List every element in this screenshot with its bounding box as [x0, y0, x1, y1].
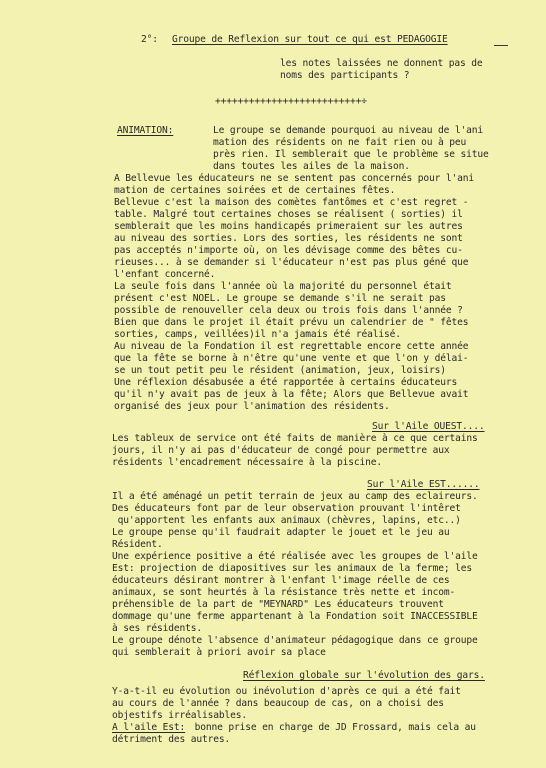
- est-line: préhensible de la part de "MEYNARD" Les éducateurs trouvent: [112, 599, 444, 610]
- animation-body-line: Une réflexion désabusée a été rapportée à certains éducateurs: [114, 377, 458, 388]
- est-line: dommage qu'une ferme appartenant à la Fondation soit INACCESSIBLE: [112, 611, 478, 622]
- est-line: éducateurs désirant montrer à l'enfant l'image réelle de ces: [112, 575, 450, 586]
- animation-label: ANIMATION:: [117, 125, 174, 136]
- separator-line: ++++++++++++++++++++++++++÷: [215, 96, 367, 107]
- est-line: Résident.: [112, 539, 163, 550]
- note-line: noms des participants ?: [280, 70, 410, 81]
- aile-est-text: bonne prise en charge de JD Frossard, mais cela au: [189, 722, 476, 733]
- animation-body-line: organisé des jeux pour l'animation des résidents.: [114, 401, 390, 412]
- est-line: Le groupe pense qu'il faudrait adapter le jouet et le jeu au: [112, 527, 450, 538]
- animation-intro-line: près rien. Il semblerait que le problème se situe: [213, 149, 489, 160]
- animation-body-line: semblerait que les moins handicapés primeraient sur les autres: [114, 221, 463, 232]
- est-line: animaux, se sont heurtés à la résistance très nette et incom-: [112, 587, 456, 598]
- ouest-line: jours, il n'y ai pas d'éducateur de congé pour permettre aux: [112, 445, 450, 456]
- animation-body-line: mation de certaines soirées et de certaines fêtes.: [114, 185, 396, 196]
- section-number: 2°:: [141, 34, 158, 45]
- section-title: Groupe de Reflexion sur tout ce qui est PEDAGOGIE: [172, 34, 448, 45]
- est-line: Des éducateurs font par de leur observation prouvant l'intêret: [112, 503, 461, 514]
- global-heading: Réflexion globale sur l'évolution des gars.: [243, 670, 485, 681]
- animation-intro-line: mation des résidents on ne fait rien ou à peu: [213, 137, 467, 148]
- animation-body-line: au niveau des sorties. Lors des sorties, les résidents ne sont: [114, 233, 463, 244]
- title-underline-tail: [494, 45, 508, 46]
- animation-body-line: Bellevue c'est la maison des comètes fantômes et c'est regret -: [114, 197, 469, 208]
- animation-body-line: possible de renouveller cela deux ou trois fois dans l'année ?: [114, 305, 463, 316]
- animation-body-line: présent c'est NOEL. Le groupe se demande s'il ne serait pas: [114, 293, 446, 304]
- ouest-line: résidents l'encadrement nécessaire à la piscine.: [112, 457, 383, 468]
- animation-body-line: Bien que dans le projet il était prévu un calendrier de " fêtes: [114, 317, 469, 328]
- animation-body-line: que la fête se borne à n'être qu'une vente et que l'on y délai-: [114, 353, 469, 364]
- est-line: qu'apportent les enfants aux animaux (chèvres, lapins, etc..): [112, 515, 461, 526]
- animation-body-line: rieuses... à se demander si l'éducateur n'est pas plus géné que: [114, 257, 469, 268]
- global-last-line: détriment des autres.: [112, 734, 231, 745]
- global-line: au cours de l'année ? dans beaucoup de cas, on a choisi des: [112, 698, 444, 709]
- est-line: Une expérience positive a été réalisée avec les groupes de l'aile: [112, 551, 478, 562]
- animation-body-line: sorties, camps, veillées)il n'a jamais été réalisé.: [114, 329, 401, 340]
- global-line: Y-a-t-il eu évolution ou inévolution d'après ce qui a été fait: [112, 686, 461, 697]
- animation-intro-line: dans toutes les ailes de la maison.: [213, 161, 410, 172]
- note-line: les notes laissées ne donnent pas de: [280, 58, 483, 69]
- est-line: Le groupe dénote l'absence d'animateur pédagogique dans ce groupe: [112, 635, 478, 646]
- animation-body-line: qu'il n'y avait pas de jeux à la fête; Alors que Bellevue avait: [114, 389, 469, 400]
- animation-body-line: Au niveau de la Fondation il est regrettable encore cette année: [114, 341, 469, 352]
- est-line: qui semblerait à priori avoir sa place: [112, 647, 326, 658]
- animation-body-line: l'enfant concerné.: [114, 269, 216, 280]
- animation-body-line: table. Malgré tout certaines choses se réalisent ( sorties) il: [114, 209, 463, 220]
- est-line: Est: projection de diapositives sur les animaux de la ferme; les: [112, 563, 473, 574]
- ouest-heading: Sur l'Aile OUEST....: [372, 421, 485, 432]
- est-heading: Sur l'Aile EST......: [367, 479, 480, 490]
- animation-body-line: A Bellevue les éducateurs ne se sentent pas concernés pour l'ani: [114, 173, 475, 184]
- est-line: à ses résidents.: [112, 623, 203, 634]
- animation-body-line: se un tout petit peu le résident (animation, jeux, loisirs): [114, 365, 446, 376]
- global-line: objestifs irréalisables.: [112, 710, 248, 721]
- animation-intro-line: Le groupe se demande pourquoi au niveau de l'ani: [213, 125, 484, 136]
- animation-body-line: pas acceptés n'importe où, on les dévisage comme des bêtes cu-: [114, 245, 463, 256]
- ouest-line: Les tableux de service ont été faits de manière à ce que certains: [112, 433, 478, 444]
- est-line: Il a été aménagé un petit terrain de jeux au camp des eclaireurs.: [112, 491, 478, 502]
- animation-body-line: La seule fois dans l'année où la majorité du personnel était: [114, 281, 452, 292]
- aile-est-label: A l'aile Est:: [112, 722, 186, 733]
